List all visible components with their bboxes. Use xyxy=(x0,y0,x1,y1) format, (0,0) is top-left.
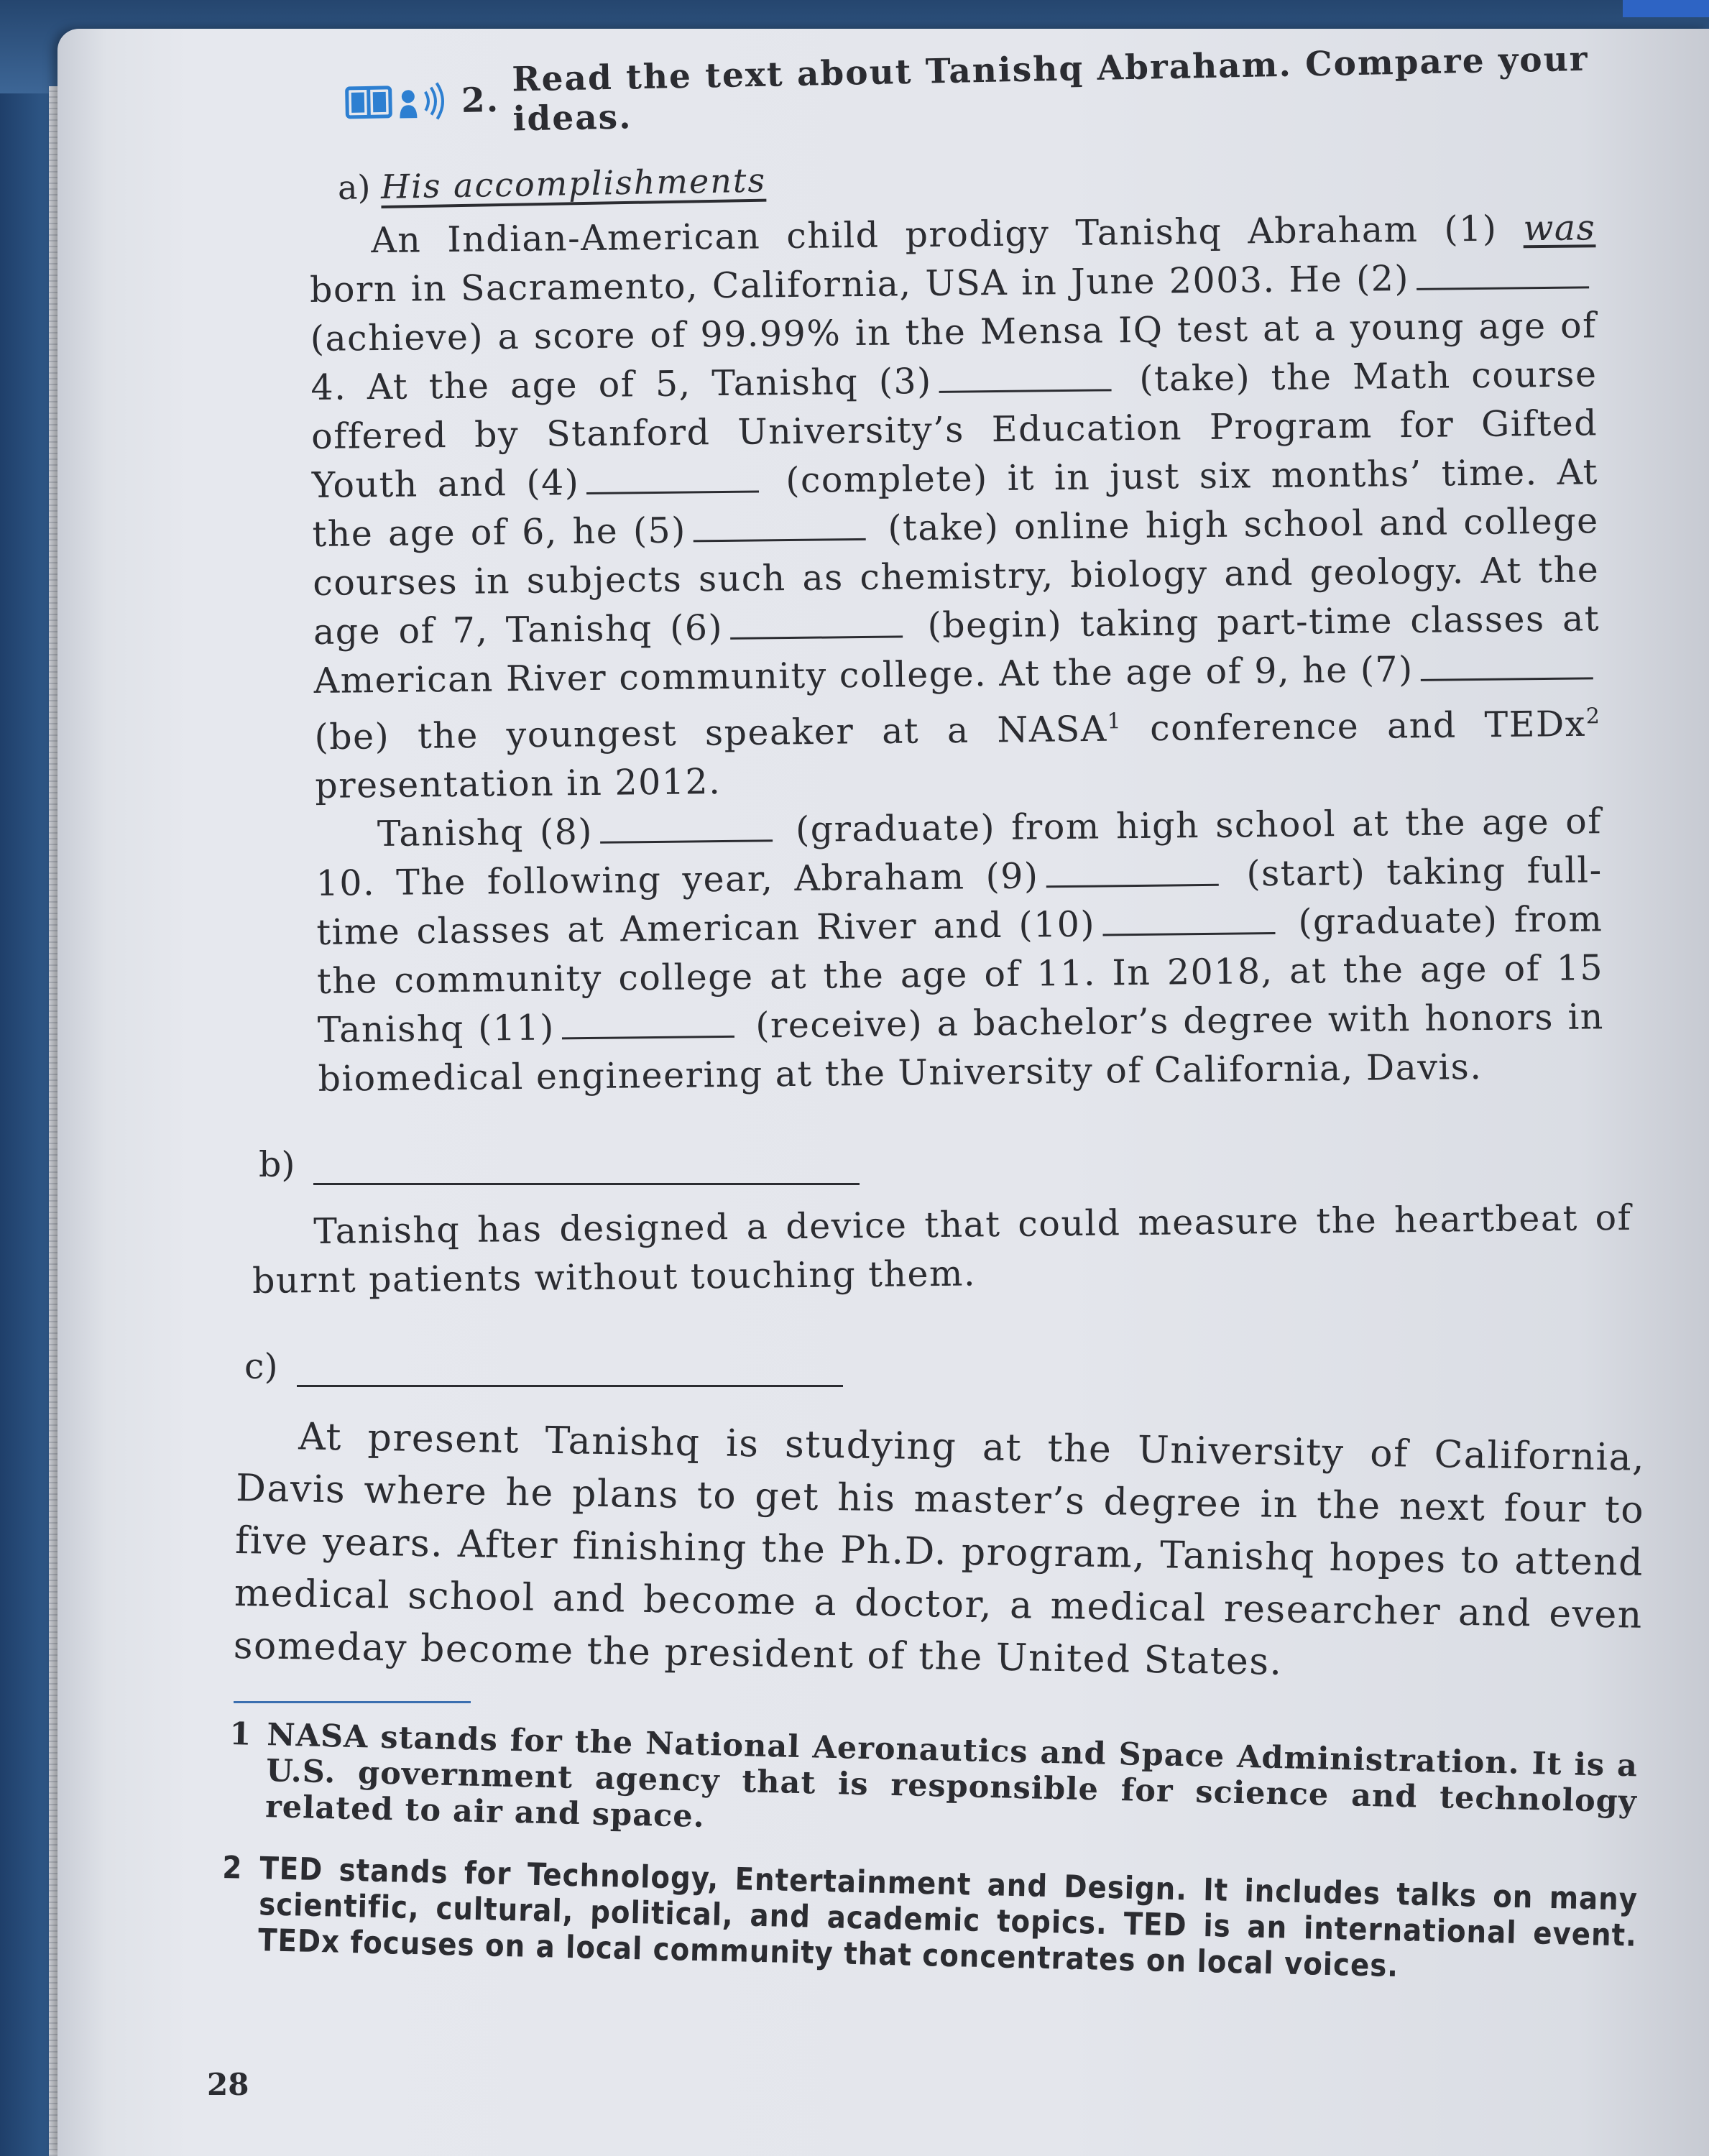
section-b-letter: b) xyxy=(259,1144,295,1186)
listen-audio-icon xyxy=(397,81,448,121)
text-fragment: (begin) taking part-time classes at American River community college. At the age of 9, he (7) xyxy=(313,598,1600,701)
section-a-heading xyxy=(338,145,1639,207)
section-c-heading xyxy=(244,1346,1639,1387)
text-fragment: (achieve) a score of 99.99% in the Mensa IQ test at a young age of 4. At the age of 5, Tanishq (3) xyxy=(310,305,1597,408)
book-icon xyxy=(345,85,393,120)
section-a-paragraph-1 xyxy=(309,203,1602,811)
exercise-number: 2. xyxy=(461,80,500,121)
blank-11[interactable] xyxy=(561,1004,734,1040)
section-a-letter: a) xyxy=(337,167,371,207)
text-fragment: Tanishq (8) xyxy=(377,811,594,855)
page-content xyxy=(221,39,1646,1985)
blank-8[interactable] xyxy=(600,808,773,844)
section-c-paragraph: At present Tanishq is studying at the University of California, Davis where he plans to get his master’s degree in the next four to five years. After finishing the Ph.D. program, Tanishq hopes to attend medical school and become a doctor, a medical researcher and even someday become the president of the United States. xyxy=(233,1415,1646,1685)
footnote-ref-2: 2 xyxy=(1585,704,1601,729)
blank-10[interactable] xyxy=(1102,900,1275,936)
blank-3[interactable] xyxy=(939,357,1111,393)
blank-7[interactable] xyxy=(1420,645,1593,681)
section-b-text xyxy=(252,1194,1632,1306)
footnote-1 xyxy=(228,1716,1639,1856)
exercise-icons xyxy=(344,81,448,122)
text-fragment: (take) the Math course offered by Stanford University’s Education Program for Gifted Youth and (4) xyxy=(310,354,1598,506)
section-b-heading xyxy=(259,1144,1639,1185)
blank-6[interactable] xyxy=(730,604,903,640)
background-corner xyxy=(1623,0,1709,17)
section-c-heading-blank[interactable] xyxy=(297,1353,843,1387)
section-a-title: His accomplishments xyxy=(380,160,767,206)
text-fragment: born in Sacramento, California, USA in June 2003. He (2) xyxy=(309,257,1410,310)
example-answer: was xyxy=(1523,207,1596,249)
section-a-text xyxy=(309,203,1605,1104)
footnote-ref-1: 1 xyxy=(1107,709,1123,734)
text-fragment: presentation in 2012. xyxy=(314,761,722,807)
section-b-paragraph: Tanishq has designed a device that could measure the heartbeat of burnt patients without touching them. xyxy=(252,1197,1632,1302)
footnote-divider xyxy=(234,1701,471,1703)
footnotes xyxy=(221,1716,1639,1985)
text-fragment: (graduate) from high school at the age of 10. The following year, Abraham (9) xyxy=(315,801,1603,905)
blank-2[interactable] xyxy=(1417,254,1589,290)
blank-5[interactable] xyxy=(693,507,865,543)
blank-9[interactable] xyxy=(1046,852,1218,888)
text-fragment: (start) taking full-time classes at American River and (10) xyxy=(316,849,1603,954)
page-number: 28 xyxy=(207,2067,249,2102)
blank-4[interactable] xyxy=(586,459,759,494)
footnote-text: TED stands for Technology, Entertainment and Design. It includes talks on many scientific, cultural, political, and academic topics. TED is an international event. TEDx focuses on a local community that concentrates on local voices. xyxy=(257,1851,1639,1985)
footnote-text: NASA stands for the National Aeronautics and Space Administration. It is a U.S. government agency that is responsible for science and technology related to air and space. xyxy=(264,1717,1639,1835)
section-a-paragraph-2 xyxy=(315,798,1605,1105)
section-c-text xyxy=(233,1410,1645,1695)
section-b-heading-blank[interactable] xyxy=(313,1151,860,1185)
text-fragment: (receive) a bachelor’s degree with honors in biomedical engineering at the University of California, Davis. xyxy=(318,996,1605,1100)
text-fragment: (graduate) from the community college at the age of 11. In 2018, at the age of 15 Tanishq (11) xyxy=(316,898,1604,1051)
text-fragment: (be) the youngest speaker at a NASA xyxy=(314,708,1107,758)
text-fragment: (complete) it in just six months’ time. At the age of 6, he (5) xyxy=(312,451,1599,555)
footnote-number: 2 xyxy=(221,1850,243,1886)
exercise-instruction: Read the text about Tanishq Abraham. Compare your ideas. xyxy=(511,39,1590,139)
text-fragment: conference and TEDx xyxy=(1149,703,1587,750)
footnote-number: 1 xyxy=(229,1716,252,1754)
text-fragment: An Indian-American child prodigy Tanishq Abraham (1) xyxy=(371,208,1498,262)
section-c-letter: c) xyxy=(244,1346,278,1388)
text-fragment: (take) online high school and college courses in subjects such as chemistry, biology and geology. At the age of 7, Tanishq (6) xyxy=(313,500,1600,653)
